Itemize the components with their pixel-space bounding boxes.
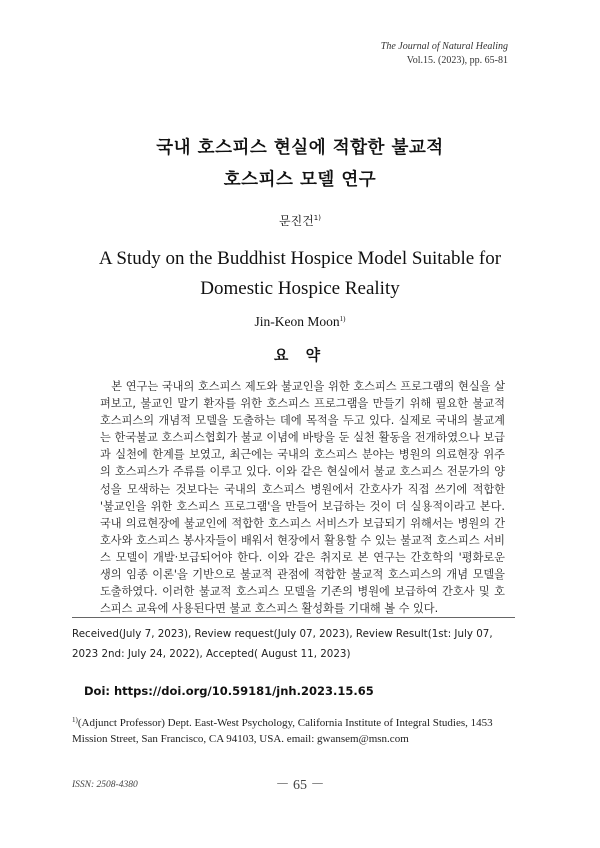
divider [72,617,515,618]
issn: ISSN: 2508-4380 [72,780,138,790]
page-number: － 65 － [275,778,325,793]
author-affiliation [72,712,520,747]
english-author-footnote-mark: 1) [339,315,346,323]
korean-author [0,212,600,229]
korean-title [0,132,600,196]
english-author [0,314,600,330]
english-author-name: Jin-Keon Moon [254,314,340,329]
abstract-heading: 요 약 [273,346,327,364]
english-title-line1: A Study on the Buddhist Hospice Model Suitable for [98,248,502,269]
korean-title-line1: 국내 호스피스 현실에 적합한 불교적 [156,138,444,158]
korean-title-line2: 호스피스 모델 연구 [223,170,377,190]
journal-volume: Vol.15. (2023), pp. 65-81 [406,55,508,66]
korean-author-name: 문진건 [279,214,314,228]
doi-link[interactable]: Doi: https://doi.org/10.59181/jnh.2023.15.65 [84,684,374,698]
journal-name: The Journal of Natural Healing [380,41,508,52]
english-title-line2: Domestic Hospice Reality [200,278,400,299]
english-title [0,244,600,304]
affiliation-text: (Adjunct Professor) Dept. East-West Psychology, California Institute of Integral Studies, 1453 Mission Street, San Francisco, CA 94103, USA. email: gwansem@msn.com [72,717,493,745]
journal-header [381,40,508,68]
received-dates: Received(July 7, 2023), Review request(July 07, 2023), Review Result(1st: July 07, 2023 2nd: July 24, 2022), Accepted( August 11, 2023) [72,628,493,660]
korean-author-footnote-mark: 1) [313,214,321,222]
abstract-body: 본 연구는 국내의 호스피스 제도와 불교인을 위한 호스피스 프로그램의 현실을 살펴보고, 불교인 말기 환자를 위한 호스피스 프로그램을 만들기 위해 필요한 불교적 호스피스의 개념적 모델을 도출하는 데에 목적을 두고 있다. 실제로 국내의 불교계는 한국불교 호스피스협회가 불교 이념에 바탕을 둔 실천 활동을 전개하였으나 보급과 실천에 한계를 보였고, 최근에는 국내의 호스피스 분야는 병원의 의료현장 위주의 호스피스가 주류를 이루고 있다. 이와 같은 현실에서 불교 호스피스 전문가의 양성을 모색하는 것보다는 국내의 호스피스 병원에서 간호사가 직접 쓰기에 적합한 '불교인을 위한 호스피스 프로그램'을 만들어 보급하는 것이 더 실용적이라고 본다. 국내 의료현장에 불교인에 적합한 호스피스 서비스가 보급되기 위해서는 병원의 간호사와 호스피스 봉사자들이 배워서 현장에서 활용할 수 있는 불교적 호스피스 서비스 모델이 개발·보급되어야 한다. 이와 같은 취지로 본 연구는 간호학의 '평화로운 생의 임종 이론'을 기반으로 불교적 관점에 적합한 불교적 호스피스의 개념 모델을 도출하였다. 이러한 불교적 호스피스 모델을 기존의 병원에 보급하여 간호사 및 호스피스 교육에 사용된다면 불교 호스피스 활성화를 기대해 볼 수 있다. [100,380,505,616]
affiliation-footnote-mark: 1) [72,716,78,724]
